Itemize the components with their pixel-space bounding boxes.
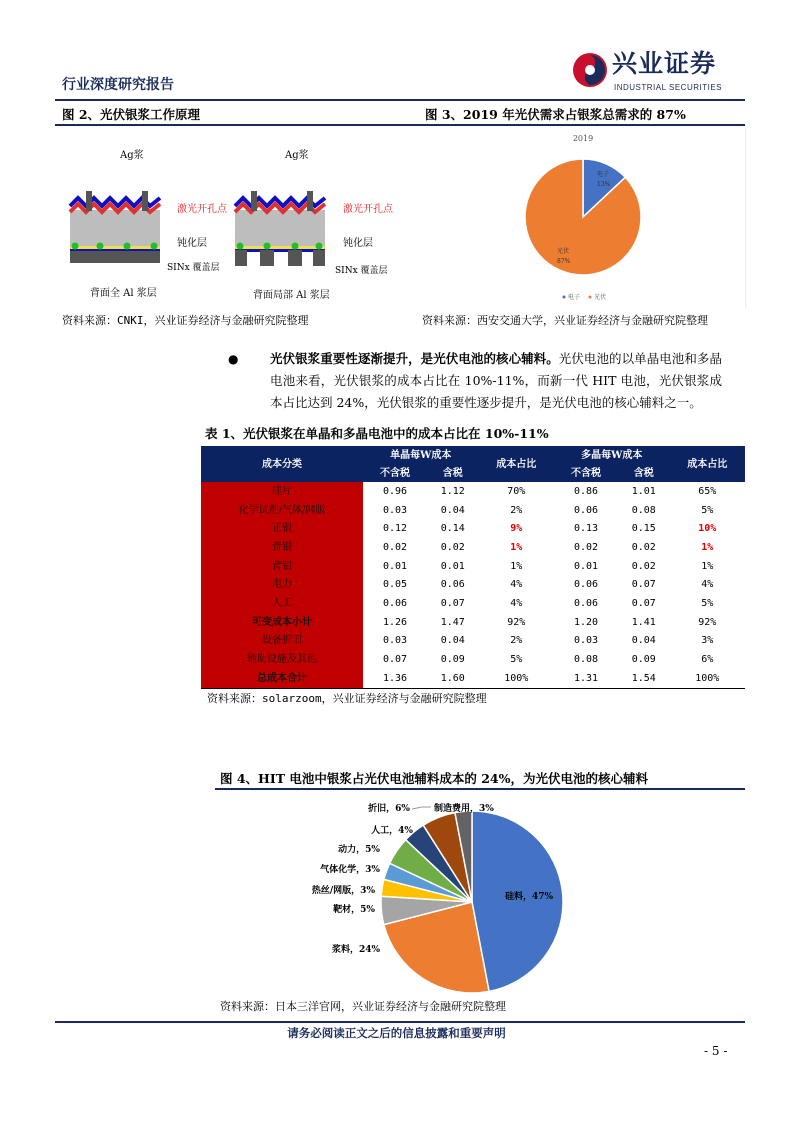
report-type: 行业深度研究报告 — [62, 77, 174, 93]
table-bottom-rule — [201, 688, 745, 689]
header-inc-tax: 含税 — [427, 464, 478, 482]
table-row — [201, 501, 745, 520]
cell-mr: 1% — [510, 541, 523, 553]
cell-m1: 0.03 — [382, 504, 408, 516]
table-row — [201, 519, 745, 538]
pie-label: 气体化学，3% — [320, 865, 380, 875]
cell-pr: 100% — [695, 672, 720, 684]
cell-cat: 正银 — [201, 519, 363, 538]
cell-m2: 0.06 — [440, 579, 465, 591]
cell-cat: 背铝 — [201, 557, 363, 576]
pie-label: 折旧，6% — [368, 804, 410, 814]
cell-cat: 总成本合计 — [201, 669, 363, 688]
cell-pr: 65% — [698, 485, 717, 497]
laser-label-left: 激光开孔点 — [177, 204, 227, 215]
cell-m2: 0.14 — [440, 523, 465, 535]
cell-p2: 0.02 — [631, 560, 656, 572]
cell-m2: 0.07 — [440, 597, 465, 609]
cell-cat: 电力 — [201, 575, 363, 594]
cell-mr: 70% — [507, 485, 526, 497]
chart-title: 2019 — [572, 134, 594, 143]
cell-m2: 1.47 — [440, 616, 465, 628]
cell-p1: 0.06 — [573, 504, 599, 516]
cell-p1: 0.86 — [573, 485, 599, 497]
cell-m1: 1.36 — [382, 672, 408, 684]
cell-pr: 5% — [701, 597, 714, 609]
table-row — [201, 632, 745, 651]
hit-cost-pie-chart — [300, 795, 590, 995]
table-row — [201, 557, 745, 576]
cell-p2: 0.04 — [631, 635, 656, 647]
cell-m1: 0.03 — [382, 635, 408, 647]
header-mono-ratio: 成本占比 — [479, 446, 554, 482]
cell-p2: 1.54 — [631, 672, 656, 684]
cell-m2: 0.04 — [440, 504, 465, 516]
sinx-label-left: SINx 覆盖层 — [167, 263, 220, 273]
cell-cat: 可变成本小计 — [201, 613, 363, 632]
body-paragraph — [270, 348, 722, 414]
pie-label: 热丝/网版，3% — [311, 886, 375, 896]
passivation-label-right: 钝化层 — [343, 238, 373, 249]
cell-p2: 0.15 — [631, 523, 656, 535]
cell-p2: 1.01 — [631, 485, 656, 497]
pie-chart-2019 — [500, 125, 680, 305]
bullet-icon: ● — [228, 352, 239, 366]
cell-mr: 2% — [510, 635, 523, 647]
cell-mr: 4% — [510, 597, 523, 609]
sinx-label-right: SINx 覆盖层 — [335, 266, 388, 276]
cell-m2: 0.01 — [440, 560, 465, 572]
pie-label: 制造费用，3% — [434, 804, 494, 814]
cell-m1: 0.96 — [382, 485, 408, 497]
cell-m2: 1.12 — [440, 485, 465, 497]
cell-p1: 1.31 — [573, 672, 599, 684]
header-rule — [55, 99, 745, 101]
cell-m2: 0.09 — [440, 654, 465, 666]
header-poly: 多晶每W成本 — [554, 446, 670, 464]
passivation-label-left: 钝化层 — [177, 238, 207, 249]
cell-cat: 硅片 — [201, 482, 363, 501]
fig2-title: 图 2、光伏银浆工作原理 — [62, 107, 201, 122]
cell-p1: 0.08 — [573, 654, 599, 666]
logo-sub: INDUSTRIAL SECURITIES — [614, 83, 722, 92]
cell-p1: 0.01 — [573, 560, 599, 572]
cell-p1: 0.06 — [573, 579, 599, 591]
page-number: - 5 - — [704, 1044, 728, 1058]
laser-label-right: 激光开孔点 — [343, 204, 393, 215]
paragraph-text: 光伏电池的以单晶电池和多晶电池来看，光伏银浆的成本占比在 10%-11%，而新一代 HIT 电池，光伏银浆成本占比达到 24%，光伏银浆的重要性逐步提升，是光伏电池的核心辅料之一。 — [270, 351, 722, 410]
cell-p2: 1.41 — [631, 616, 656, 628]
pie-label: 浆料，24% — [332, 945, 381, 955]
cell-m2: 1.60 — [440, 672, 465, 684]
cell-mr: 9% — [510, 523, 523, 535]
slice-label-guangfu: 光伏 — [557, 248, 570, 255]
cell-p1: 1.20 — [573, 616, 599, 628]
cell-p2: 0.09 — [631, 654, 656, 666]
cell-pr: 6% — [701, 654, 714, 666]
cell-cat: 化学试剂/气体/网版 — [201, 501, 363, 520]
cell-p2: 0.08 — [631, 504, 656, 516]
table1-source: 资料来源：solarzoom，兴业证券经济与金融研究院整理 — [207, 691, 487, 705]
cell-pr: 92% — [698, 616, 717, 628]
table-row — [201, 669, 745, 688]
legend-dianzi: 电子 — [568, 294, 581, 301]
paragraph-lead: 光伏银浆重要性逐渐提升，是光伏电池的核心辅料。 — [270, 351, 559, 366]
cell-m1: 0.02 — [382, 541, 408, 553]
company-logo — [572, 50, 744, 96]
cost-table — [201, 446, 745, 688]
slice-value-guangfu: 87% — [557, 258, 571, 265]
cell-cat: 设备折旧 — [201, 632, 363, 651]
cell-mr: 2% — [510, 504, 523, 516]
cell-m1: 0.07 — [382, 654, 408, 666]
ag-label-left: Ag浆 — [120, 150, 144, 161]
header-ex-tax: 不含税 — [363, 464, 427, 482]
table-row — [201, 594, 745, 613]
cell-p2: 0.07 — [631, 597, 656, 609]
legend-guangfu: 光伏 — [594, 294, 607, 301]
cell-cat: 背银 — [201, 538, 363, 557]
header-ex-tax: 不含税 — [554, 464, 618, 482]
cell-p1: 0.03 — [573, 635, 599, 647]
slice-label-dianzi: 电子 — [597, 171, 610, 178]
cell-p2: 0.02 — [631, 541, 656, 553]
cell-p1: 0.13 — [573, 523, 599, 535]
cell-pr: 4% — [701, 579, 714, 591]
cell-mr: 1% — [510, 560, 523, 572]
cell-mr: 100% — [504, 672, 529, 684]
fig3-title: 图 3、2019 年光伏需求占银浆总需求的 87% — [425, 107, 686, 122]
fig4-source: 资料来源：日本三洋官网，兴业证券经济与金融研究院整理 — [220, 1000, 506, 1013]
logo-name: 兴业证券 — [612, 49, 717, 78]
header-category: 成本分类 — [201, 446, 363, 482]
solar-cell-diagram — [55, 128, 400, 308]
cell-pr: 1% — [701, 560, 714, 572]
table1-title: 表 1、光伏银浆在单晶和多晶电池中的成本占比在 10%-11% — [205, 426, 549, 441]
cell-pr: 3% — [701, 635, 714, 647]
cell-m2: 0.04 — [440, 635, 465, 647]
cell-m1: 0.05 — [382, 579, 408, 591]
table-row — [201, 482, 745, 501]
cell-cat: 辅助设施及其他 — [201, 650, 363, 669]
cell-pr: 10% — [698, 523, 717, 535]
legend-marker-guangfu — [589, 296, 592, 299]
cell-pr: 1% — [701, 541, 714, 553]
bottom-label-left: 背面全 Al 浆层 — [90, 288, 157, 299]
table-row — [201, 538, 745, 557]
header-poly-ratio: 成本占比 — [669, 446, 745, 482]
pie-label: 靶材，5% — [333, 905, 375, 915]
legend-marker-dianzi — [563, 296, 566, 299]
cell-m2: 0.02 — [440, 541, 465, 553]
cell-mr: 92% — [507, 616, 526, 628]
fig2-source: 资料来源：CNKI，兴业证券经济与金融研究院整理 — [62, 314, 309, 327]
cell-m1: 0.12 — [382, 523, 408, 535]
cell-mr: 5% — [510, 654, 523, 666]
cell-cat: 人工 — [201, 594, 363, 613]
fig4-title: 图 4、HIT 电池中银浆占光伏电池辅料成本的 24%，为光伏电池的核心辅料 — [220, 771, 648, 786]
table-row — [201, 650, 745, 669]
cell-m1: 0.06 — [382, 597, 408, 609]
cell-p1: 0.02 — [573, 541, 599, 553]
ag-label-right: Ag浆 — [285, 150, 309, 161]
header-inc-tax: 含税 — [618, 464, 669, 482]
cell-pr: 5% — [701, 504, 714, 516]
cell-p1: 0.06 — [573, 597, 599, 609]
table-row — [201, 613, 745, 632]
table-row — [201, 575, 745, 594]
fig3-source: 资料来源：西安交通大学，兴业证券经济与金融研究院整理 — [422, 314, 708, 327]
pie-label: 硅料，47% — [505, 892, 554, 902]
cell-m1: 1.26 — [382, 616, 408, 628]
pie-label: 人工，4% — [371, 826, 413, 836]
slice-value-dianzi: 13% — [597, 181, 611, 188]
cell-p2: 0.07 — [631, 579, 656, 591]
cell-mr: 4% — [510, 579, 523, 591]
bottom-label-right: 背面局部 Al 浆层 — [253, 290, 330, 301]
header-mono: 单晶每W成本 — [363, 446, 479, 464]
cell-m1: 0.01 — [382, 560, 408, 572]
body-flow — [201, 348, 745, 706]
disclaimer: 请务必阅读正文之后的信息披露和重要声明 — [287, 1026, 506, 1040]
pie-label: 动力，5% — [338, 845, 380, 855]
logo-mark-icon — [572, 50, 608, 90]
